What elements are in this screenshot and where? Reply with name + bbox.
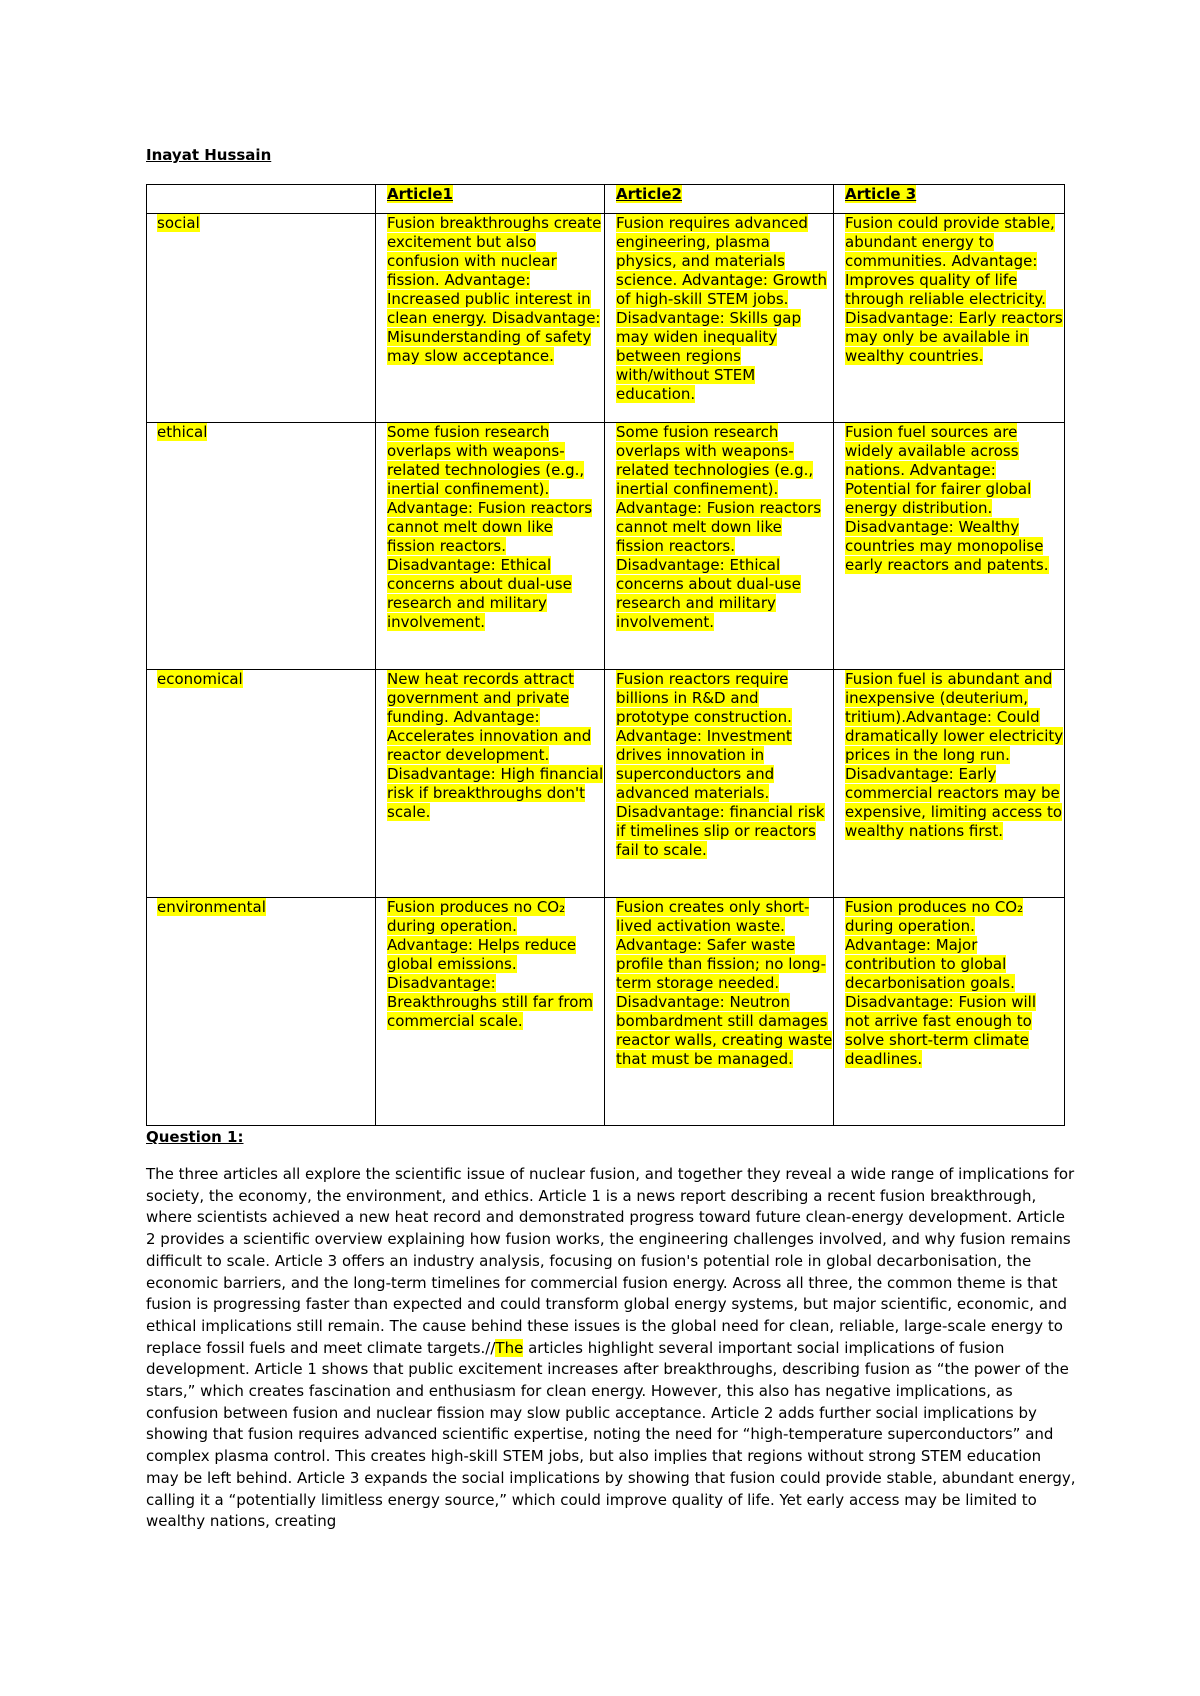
- table-row: [147, 214, 1065, 423]
- cell-environmental-article-2: Fusion creates only short-lived activation waste. Advantage: Safer waste profile than fission; no long-term storage needed. Disadvantage: Neutron bombardment still damages reactor walls, creating waste that must be managed.: [605, 898, 834, 1126]
- cell-economical-article-1: New heat records attract government and private funding. Advantage: Accelerates innovation and reactor development. Disadvantage: High financial risk if breakthroughs don't scale.: [376, 670, 605, 898]
- table-row: [147, 423, 1065, 670]
- question-body-highlight: The: [495, 1338, 524, 1357]
- cell-ethical-article-2: Some fusion research overlaps with weapons-related technologies (e.g., inertial confinement). Advantage: Fusion reactors cannot melt down like fission reactors. Disadvantage: Ethical concerns about dual-use research and military involvement.: [605, 423, 834, 670]
- cell-economical-article-3: Fusion fuel is abundant and inexpensive (deuterium, tritium).Advantage: Could dramatically lower electricity prices in the long run. Disadvantage: Early commercial reactors may be expensive, limiting access to wealthy nations first.: [834, 670, 1065, 898]
- table-row: [147, 898, 1065, 1126]
- question-body-part-2: articles highlight several important social implications of fusion development. Article 1 shows that public excitement increases after breakthroughs, describing fusion as “the power of the stars,” which creates fascination and enthusiasm for clean energy. However, this also has negative implications, as confusion between fusion and nuclear fission may slow public acceptance. Article 2 adds further social implications by showing that fusion requires advanced scientific expertise, noting the need for “high-temperature superconductors” and complex plasma control. This creates high-skill STEM jobs, but also implies that regions without strong STEM education may be left behind. Article 3 expands the social implications by showing that fusion could provide stable, abundant energy, calling it a “potentially limitless energy source,” which could improve quality of life. Yet early access may be limited to wealthy nations, creating: [146, 1338, 1076, 1531]
- row-label-social: social: [147, 214, 376, 423]
- question-title: Question 1:: [146, 1128, 244, 1146]
- header-article-3: Article 3: [834, 185, 1065, 214]
- row-label-environmental: environmental: [147, 898, 376, 1126]
- table-row: [147, 670, 1065, 898]
- row-label-economical: economical: [147, 670, 376, 898]
- header-article-1: Article1: [376, 185, 605, 214]
- cell-environmental-article-1: Fusion produces no CO₂ during operation. Advantage: Helps reduce global emissions. Disadvantage: Breakthroughs still far from commercial scale.: [376, 898, 605, 1126]
- cell-ethical-article-3: Fusion fuel sources are widely available across nations. Advantage: Potential for fairer global energy distribution. Disadvantage: Wealthy countries may monopolise early reactors and patents.: [834, 423, 1065, 670]
- cell-environmental-article-3: Fusion produces no CO₂ during operation. Advantage: Major contribution to global decarbonisation goals. Disadvantage: Fusion will not arrive fast enough to solve short-term climate deadlines.: [834, 898, 1065, 1126]
- cell-social-article-2: Fusion requires advanced engineering, plasma physics, and materials science. Advantage: Growth of high-skill STEM jobs. Disadvantage: Skills gap may widen inequality between regions with/without STEM education.: [605, 214, 834, 423]
- question-body: [146, 1164, 1076, 1533]
- cell-social-article-1: Fusion breakthroughs create excitement but also confusion with nuclear fission. Advantage: Increased public interest in clean energy. Disadvantage: Misunderstanding of safety may slow acceptance.: [376, 214, 605, 423]
- table-header-row: [147, 185, 1065, 214]
- author-name: Inayat Hussain: [146, 146, 272, 164]
- cell-ethical-article-1: Some fusion research overlaps with weapons-related technologies (e.g., inertial confinement). Advantage: Fusion reactors cannot melt down like fission reactors. Disadvantage: Ethical concerns about dual-use research and military involvement.: [376, 423, 605, 670]
- header-article-2: Article2: [605, 185, 834, 214]
- cell-social-article-3: Fusion could provide stable, abundant energy to communities. Advantage: Improves quality of life through reliable electricity. Disadvantage: Early reactors may only be available in wealthy countries.: [834, 214, 1065, 423]
- question-body-part-1: The three articles all explore the scientific issue of nuclear fusion, and together they reveal a wide range of implications for society, the economy, the environment, and ethics. Article 1 is a news report describing a recent fusion breakthrough, where scientists achieved a new heat record and demonstrated progress toward future clean-energy development. Article 2 provides a scientific overview explaining how fusion works, the engineering challenges involved, and why fusion remains difficult to scale. Article 3 offers an industry analysis, focusing on fusion's potential role in global decarbonisation, the economic barriers, and the long-term timelines for commercial fusion energy. Across all three, the common theme is that fusion is progressing faster than expected and could transform global energy systems, but major scientific, economic, and ethical implications still remain. The cause behind these issues is the global need for clean, reliable, large-scale energy to replace fossil fuels and meet climate targets.//: [146, 1165, 1075, 1357]
- header-empty-cell: [147, 185, 376, 214]
- row-label-ethical: ethical: [147, 423, 376, 670]
- implications-table: [146, 184, 1065, 1126]
- cell-economical-article-2: Fusion reactors require billions in R&D and prototype construction. Advantage: Investment drives innovation in superconductors and advanced materials. Disadvantage: financial risk if timelines slip or reactors fail to scale.: [605, 670, 834, 898]
